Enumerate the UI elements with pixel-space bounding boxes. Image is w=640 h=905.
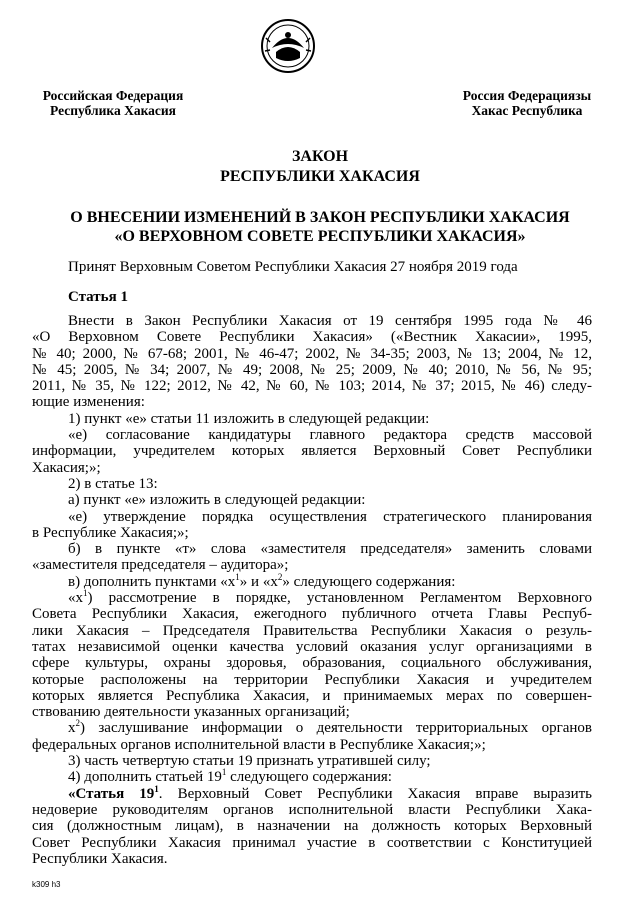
text-fragment: в) дополнить пунктами «х xyxy=(68,573,236,590)
body-line: Совета Республики Хакасия, ежегодного публичного отчета Главы Респуб- xyxy=(32,606,592,623)
text-fragment: «Статья 19 xyxy=(68,785,155,802)
superscript: 2 xyxy=(277,571,283,582)
body-line: федеральных органов исполнительной власти в Республике Хакасия;»; xyxy=(32,736,486,753)
body-line xyxy=(32,783,593,802)
body-line: «е) утверждение порядка осуществления стратегического планирования xyxy=(68,508,592,525)
body-line: № 40; 2000, № 67-68; 2001, № 46-47; 2002, № 34-35; 2003, № 13; 2004, № 12, xyxy=(32,345,592,362)
body-line: Республики Хакасия. xyxy=(32,850,168,867)
text-fragment: » и «х xyxy=(239,573,278,590)
text-fragment: «х xyxy=(68,590,83,607)
body-line: ствованию деятельности указанных организаций; xyxy=(32,704,350,721)
text-fragment: ) xyxy=(87,590,93,607)
text-fragment: Верховный Совет Республики Хакасия вправе выразить xyxy=(177,785,593,802)
text-fragment: следующего содержания: xyxy=(226,769,392,786)
header-right-line1: Россия Федерациязы xyxy=(462,88,592,103)
body-line: в Республике Хакасия;»; xyxy=(32,524,189,541)
body-line: которые расположены на территории Республики Хакасия и учредителем xyxy=(32,671,592,688)
header-right-line2: Хакас Республика xyxy=(471,103,583,118)
body-line xyxy=(32,720,592,736)
body-line: ющие изменения: xyxy=(32,394,145,411)
text-fragment: рассмотрение в порядке, установленном Регламентом Верховного xyxy=(108,590,592,607)
footer-code: k309 h3 xyxy=(32,880,61,889)
body-line: Внести в Закон Республики Хакасия от 19 сентября 1995 года № 46 xyxy=(68,313,592,329)
body-line: «е) согласование кандидатуры главного редактора средств массовой xyxy=(68,427,592,444)
body-line xyxy=(32,571,592,590)
header-left-line2: Республика Хакасия xyxy=(50,103,176,118)
law-subtitle-line2: «О ВЕРХОВНОМ СОВЕТЕ РЕСПУБЛИКИ ХАКАСИЯ» xyxy=(114,228,526,245)
body-line xyxy=(32,590,592,606)
body-line: лики Хакасия – Председателя Правительства Республики Хакасия о резуль- xyxy=(32,622,592,639)
body-line: 2) в статье 13: xyxy=(68,475,158,492)
body-line: информации, учредителем которых является Верховный Совет Республики xyxy=(32,443,592,460)
body-line: «заместителя председателя – аудитора»; xyxy=(32,557,289,574)
body-line: 1) пункт «е» статьи 11 изложить в следующей редакции: xyxy=(68,410,430,427)
superscript: 1 xyxy=(235,571,240,582)
body-line: 2011, № 35, № 122; 2012, № 42, № 60, № 103; 2014, № 37; 2015, № 46) следу- xyxy=(32,378,592,395)
text-fragment: ) xyxy=(80,720,85,737)
law-title-line2: РЕСПУБЛИКИ ХАКАСИЯ xyxy=(220,168,420,185)
body-line: 3) часть четвертую статьи 19 признать утратившей силу; xyxy=(68,753,431,770)
text-fragment: 4) дополнить статьей 19 xyxy=(68,769,222,786)
coat-of-arms-emblem xyxy=(260,18,316,74)
body-line: сфере культуры, охраны здоровья, образования, социального обслуживания, xyxy=(32,655,592,672)
body-line: б) в пункте «т» слова «заместителя председателя» заменить словами xyxy=(68,541,592,558)
law-subtitle-line1: О ВНЕСЕНИИ ИЗМЕНЕНИЙ В ЗАКОН РЕСПУБЛИКИ ХАКАСИЯ xyxy=(70,209,570,226)
article-body xyxy=(32,313,592,867)
superscript: 2 xyxy=(75,718,80,729)
article19-heading xyxy=(68,783,159,802)
body-line: татах независимой оценки качества условий оказания услуг организациями в xyxy=(32,638,592,655)
body-line: сия (должностным лицам), в назначении на должность которых Верховный xyxy=(32,818,592,835)
superscript: 1 xyxy=(83,588,88,599)
body-line: недоверие руководителям органов исполнительной власти Республики Хака- xyxy=(32,801,592,818)
header-right xyxy=(442,88,612,118)
header-left-line1: Российская Федерация xyxy=(42,88,184,103)
text-fragment: х xyxy=(68,720,76,737)
body-line: № 45; 2005, № 34; 2007, № 49; 2008, № 25; 2009, № 40; 2010, № 56, № 95; xyxy=(32,361,592,378)
body-line: Совет Республики Хакасия принимал участие в соответствии с Конституцией xyxy=(32,834,592,851)
body-line: а) пункт «е» изложить в следующей редакции: xyxy=(68,492,366,509)
text-fragment: заслушивание информации о деятельности территориальных органов xyxy=(98,720,593,737)
law-title-line1: ЗАКОН xyxy=(291,148,349,165)
superscript: 1 xyxy=(221,767,227,778)
header-left xyxy=(28,88,198,118)
article-heading: Статья 1 xyxy=(68,289,128,305)
body-line xyxy=(32,769,592,785)
text-fragment: . xyxy=(158,785,163,802)
adopted-statement: Принят Верховным Советом Республики Хакасия 27 ноября 2019 года xyxy=(68,259,518,275)
text-fragment: » следующего содержания: xyxy=(282,573,456,590)
superscript: 1 xyxy=(154,783,159,794)
body-line: «О Верховном Совете Республики Хакасия» («Вестник Хакасии», 1995, xyxy=(32,329,592,346)
body-line: Хакасия;»; xyxy=(32,459,101,476)
body-line: которых является Республика Хакасия, и принимаемых мерах по совершен- xyxy=(32,687,592,704)
